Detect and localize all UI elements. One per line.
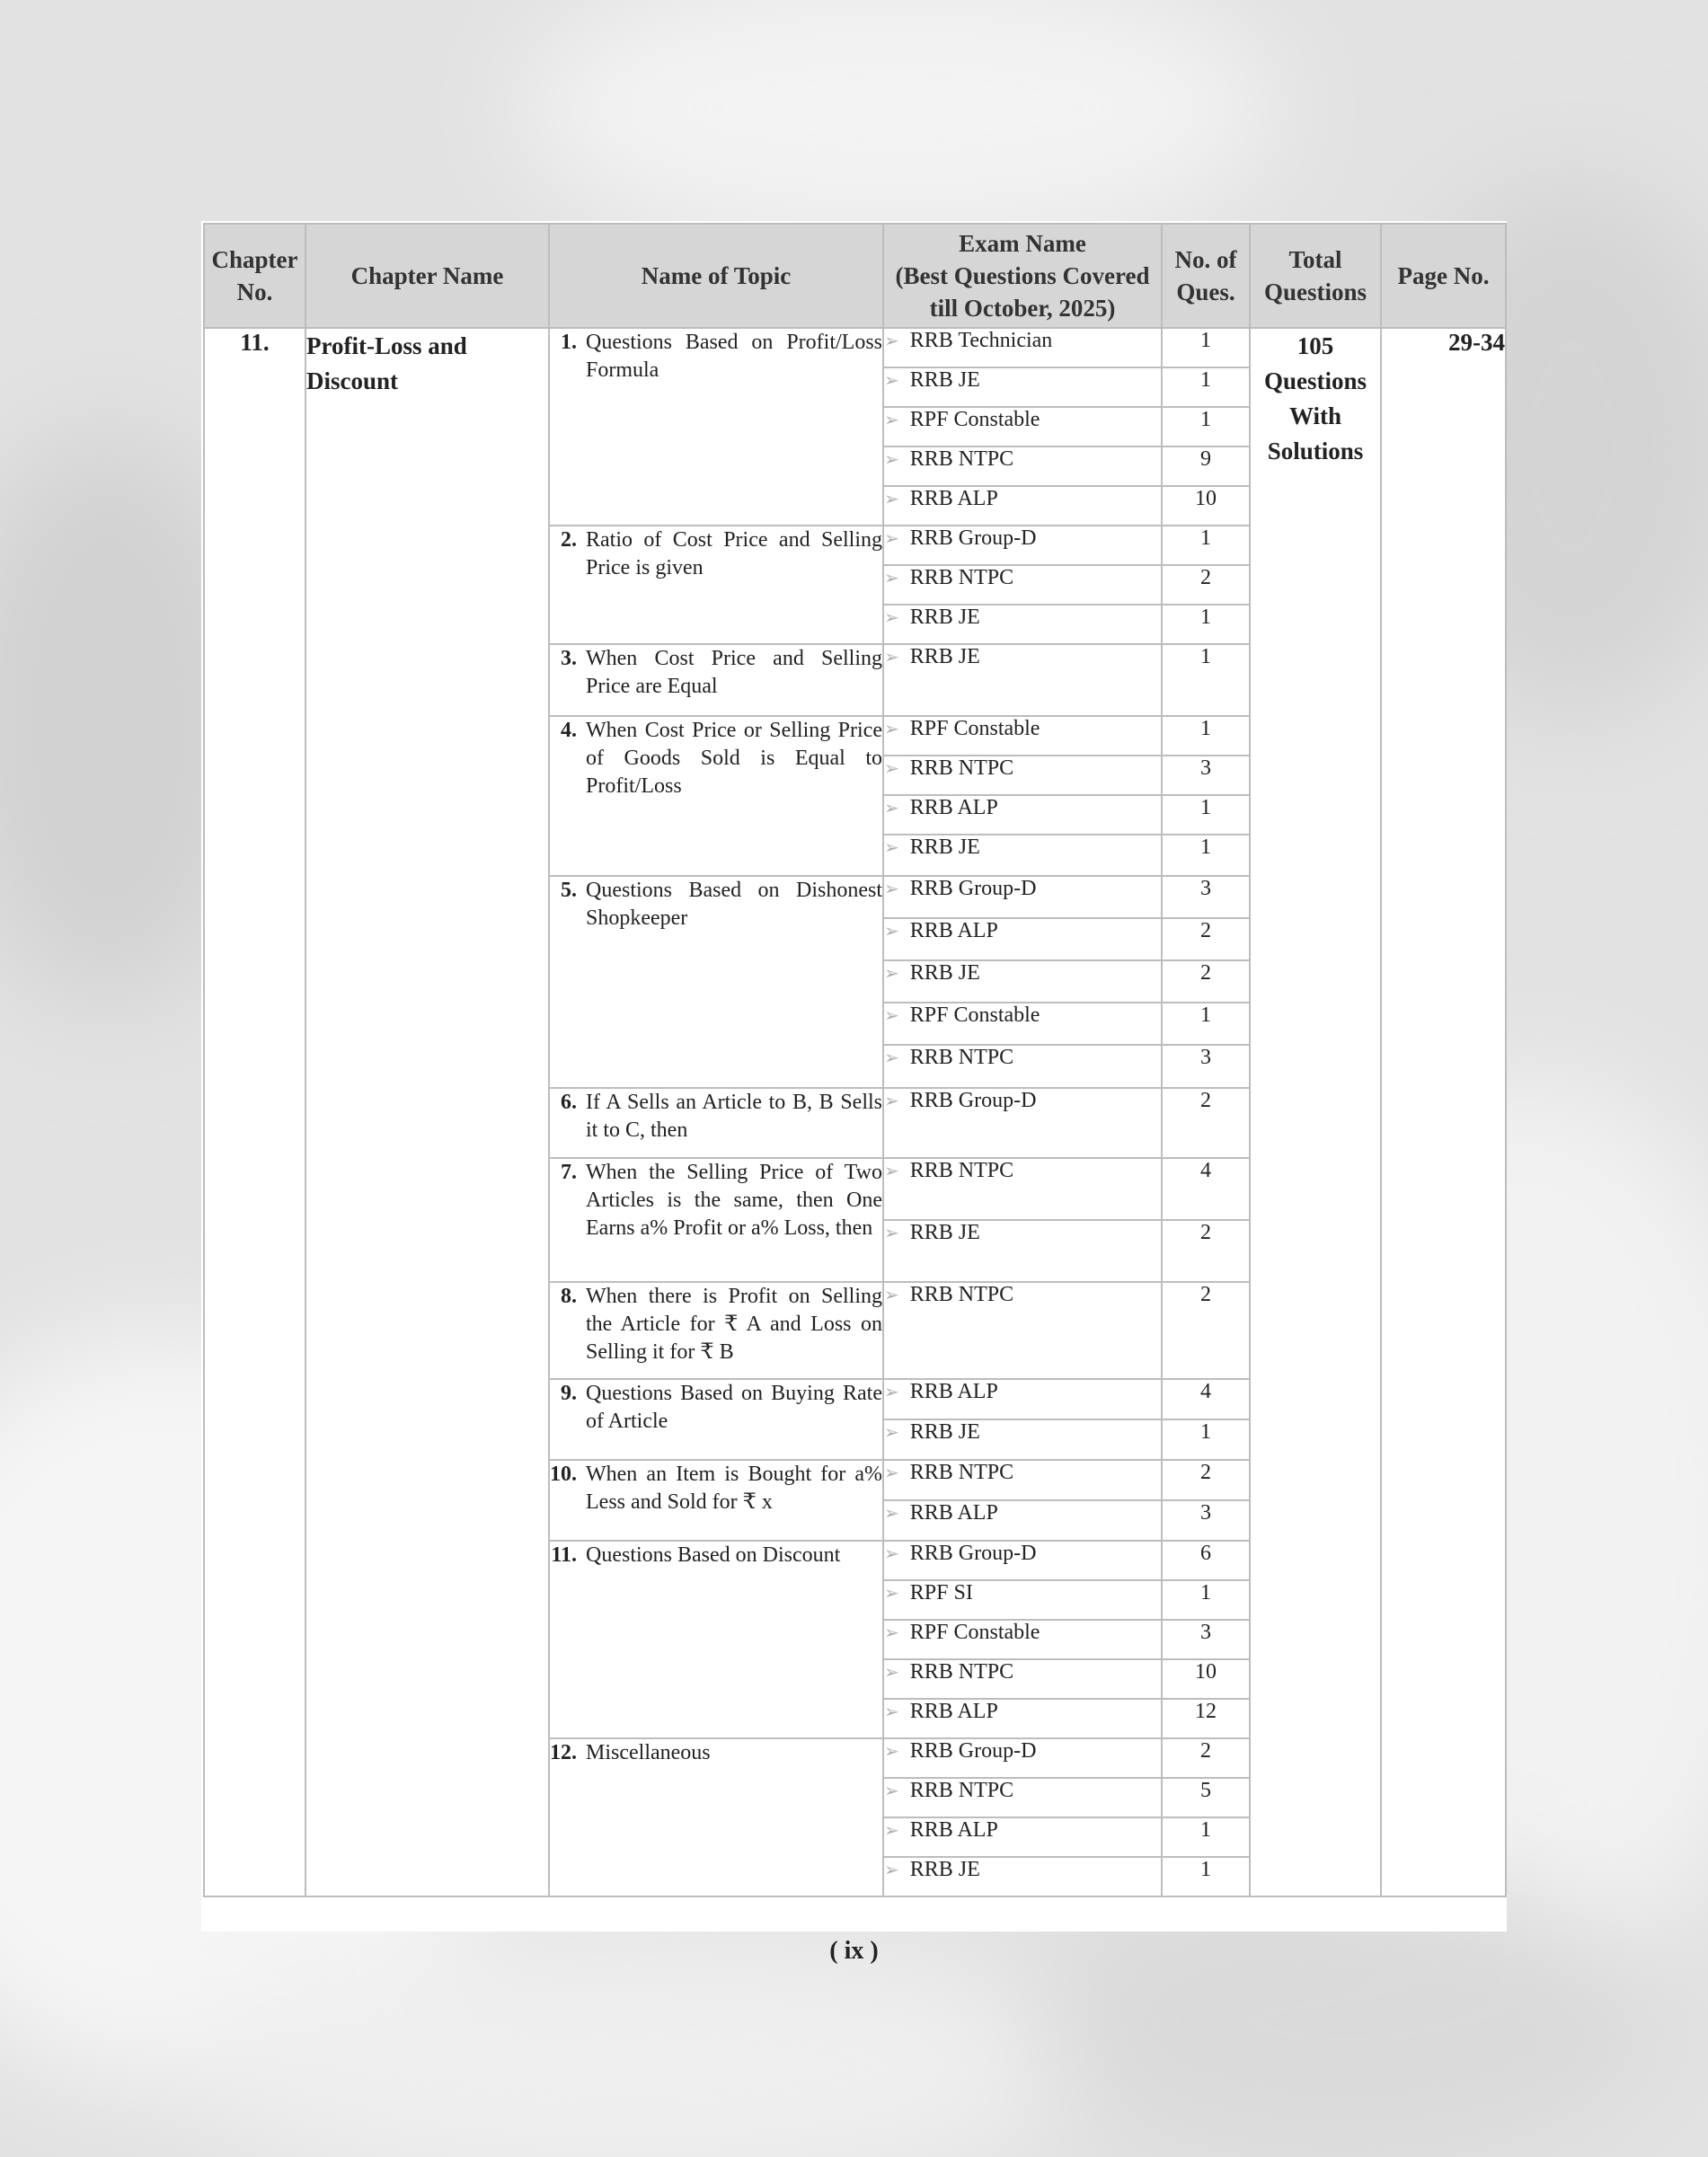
- topic-number: 2.: [561, 528, 577, 552]
- question-count: 1: [1162, 716, 1250, 756]
- header-exam-line2: (Best Questions Covered: [895, 262, 1150, 289]
- exam-name: RRB NTPC: [909, 447, 1014, 471]
- exam-name: RRB ALP: [909, 487, 998, 510]
- exam-name: RRB ALP: [909, 796, 998, 819]
- arrow-bullet-icon: ➢: [884, 646, 899, 667]
- arrow-bullet-icon: ➢: [884, 718, 899, 739]
- exam-name: RRB ALP: [909, 1501, 998, 1525]
- arrow-bullet-icon: ➢: [884, 836, 899, 858]
- question-count: 3: [1162, 876, 1250, 918]
- arrow-bullet-icon: ➢: [884, 1780, 899, 1801]
- exam-name-cell: [883, 1541, 1162, 1580]
- arrow-bullet-icon: ➢: [884, 1090, 899, 1111]
- page-number: ( ix ): [829, 1937, 879, 1965]
- question-count: 10: [1162, 1659, 1250, 1699]
- topic-cell: [549, 1541, 883, 1738]
- exam-name-cell: [883, 1659, 1162, 1699]
- topic-number: 11.: [551, 1543, 577, 1567]
- exam-name-cell: [883, 1699, 1162, 1738]
- question-count: 1: [1162, 328, 1250, 367]
- exam-name-cell: [883, 756, 1162, 795]
- arrow-bullet-icon: ➢: [884, 369, 899, 391]
- exam-name: RRB Group-D: [909, 1089, 1037, 1112]
- header-exam-line3: till October, 2025): [929, 295, 1116, 322]
- exam-name: RRB JE: [909, 645, 980, 668]
- contents-table: [203, 223, 1507, 1897]
- topic-cell: [549, 526, 883, 644]
- exam-name: RRB Group-D: [909, 877, 1037, 900]
- topic-cell: [549, 1738, 883, 1896]
- exam-name: RRB Technician: [909, 329, 1053, 352]
- question-count: 2: [1162, 1088, 1250, 1158]
- arrow-bullet-icon: ➢: [884, 1859, 899, 1880]
- topic-title: Questions Based on Dishonest Shopkeeper: [586, 879, 882, 930]
- arrow-bullet-icon: ➢: [884, 1004, 899, 1026]
- exam-name-cell: [883, 1778, 1162, 1817]
- exam-name-cell: [883, 1088, 1162, 1158]
- table-row: [204, 328, 1506, 367]
- exam-name: RRB NTPC: [909, 566, 1014, 589]
- arrow-bullet-icon: ➢: [884, 448, 899, 470]
- exam-name: RRB NTPC: [909, 1660, 1014, 1684]
- topic-cell: [549, 1282, 883, 1379]
- header-chapter-no: Chapter No.: [204, 224, 305, 328]
- exam-name: RPF SI: [909, 1581, 973, 1604]
- question-count: 1: [1162, 526, 1250, 565]
- arrow-bullet-icon: ➢: [884, 606, 899, 628]
- question-count: 1: [1162, 367, 1250, 407]
- header-exam-line1: Exam Name: [959, 230, 1086, 257]
- question-count: 5: [1162, 1778, 1250, 1817]
- topic-cell: [549, 328, 883, 526]
- exam-name-cell: [883, 446, 1162, 486]
- exam-name-cell: [883, 876, 1162, 918]
- exam-name-cell: [883, 835, 1162, 876]
- exam-name-cell: [883, 644, 1162, 716]
- question-count: 2: [1162, 1738, 1250, 1778]
- header-topic: Name of Topic: [549, 224, 883, 328]
- exam-name-cell: [883, 526, 1162, 565]
- arrow-bullet-icon: ➢: [884, 962, 899, 984]
- exam-name-cell: [883, 1282, 1162, 1379]
- topic-title: When Cost Price or Selling Price of Goods Sold is Equal to Profit/Loss: [586, 719, 882, 798]
- chapter-name: Profit-Loss and Discount: [305, 328, 549, 1896]
- exam-name: RRB JE: [909, 1221, 980, 1244]
- arrow-bullet-icon: ➢: [884, 1502, 899, 1524]
- exam-name-cell: [883, 716, 1162, 756]
- question-count: 9: [1162, 446, 1250, 486]
- total-questions: 105 Questions With Solutions: [1250, 328, 1381, 1896]
- arrow-bullet-icon: ➢: [884, 797, 899, 818]
- exam-name: RRB JE: [909, 606, 980, 629]
- arrow-bullet-icon: ➢: [884, 1543, 899, 1564]
- exam-name-cell: [883, 367, 1162, 407]
- topic-number: 9.: [561, 1382, 577, 1405]
- exam-name-cell: [883, 918, 1162, 960]
- topic-number: 12.: [550, 1741, 577, 1764]
- exam-name-cell: [883, 1158, 1162, 1220]
- arrow-bullet-icon: ➢: [884, 1622, 899, 1643]
- exam-name: RRB NTPC: [909, 1283, 1014, 1306]
- exam-name-cell: [883, 1220, 1162, 1282]
- arrow-bullet-icon: ➢: [884, 527, 899, 549]
- arrow-bullet-icon: ➢: [884, 1284, 899, 1305]
- arrow-bullet-icon: ➢: [884, 1160, 899, 1181]
- topic-title: Ratio of Cost Price and Selling Price is given: [586, 528, 882, 579]
- question-count: 1: [1162, 835, 1250, 876]
- topic-cell: [549, 644, 883, 716]
- exam-name: RRB Group-D: [909, 1542, 1037, 1565]
- arrow-bullet-icon: ➢: [884, 1740, 899, 1762]
- topic-number: 10.: [550, 1463, 577, 1486]
- arrow-bullet-icon: ➢: [884, 920, 899, 941]
- exam-name: RRB NTPC: [909, 1461, 1014, 1484]
- question-count: 1: [1162, 1817, 1250, 1857]
- topic-title: When there is Profit on Selling the Article for ₹ A and Loss on Selling it for ₹ B: [586, 1285, 882, 1364]
- header-total: Total Questions: [1250, 224, 1381, 328]
- exam-name-cell: [883, 1857, 1162, 1896]
- exam-name-cell: [883, 1738, 1162, 1778]
- exam-name: RPF Constable: [909, 717, 1040, 740]
- exam-name-cell: [883, 328, 1162, 367]
- question-count: 3: [1162, 1500, 1250, 1541]
- exam-name: RRB NTPC: [909, 1779, 1014, 1802]
- exam-name: RRB NTPC: [909, 1159, 1014, 1182]
- header-exam-name: [883, 224, 1162, 328]
- exam-name-cell: [883, 1379, 1162, 1419]
- question-count: 1: [1162, 1857, 1250, 1896]
- question-count: 2: [1162, 1460, 1250, 1500]
- exam-name-cell: [883, 1460, 1162, 1500]
- exam-name: RRB JE: [909, 368, 980, 392]
- arrow-bullet-icon: ➢: [884, 409, 899, 430]
- topic-number: 1.: [561, 331, 577, 354]
- topic-cell: [549, 1379, 883, 1460]
- question-count: 1: [1162, 1003, 1250, 1045]
- question-count: 6: [1162, 1541, 1250, 1580]
- exam-name-cell: [883, 565, 1162, 605]
- exam-name: RRB Group-D: [909, 1739, 1037, 1763]
- topic-number: 4.: [561, 719, 577, 742]
- table-body: [204, 328, 1506, 1896]
- arrow-bullet-icon: ➢: [884, 1381, 899, 1402]
- arrow-bullet-icon: ➢: [884, 1222, 899, 1243]
- exam-name-cell: [883, 1045, 1162, 1088]
- arrow-bullet-icon: ➢: [884, 1701, 899, 1722]
- exam-name: RRB ALP: [909, 919, 998, 942]
- topic-number: 7.: [561, 1161, 577, 1184]
- exam-name-cell: [883, 605, 1162, 644]
- exam-name-cell: [883, 1419, 1162, 1460]
- exam-name: RRB JE: [909, 1420, 980, 1444]
- header-ques: No. of Ques.: [1162, 224, 1250, 328]
- arrow-bullet-icon: ➢: [884, 330, 899, 351]
- question-count: 10: [1162, 486, 1250, 526]
- topic-number: 8.: [561, 1285, 577, 1308]
- exam-name-cell: [883, 795, 1162, 835]
- arrow-bullet-icon: ➢: [884, 1661, 899, 1683]
- arrow-bullet-icon: ➢: [884, 757, 899, 779]
- question-count: 1: [1162, 407, 1250, 446]
- topic-title: Miscellaneous: [586, 1741, 711, 1764]
- arrow-bullet-icon: ➢: [884, 1462, 899, 1483]
- topic-title: When the Selling Price of Two Articles is the same, then One Earns a% Profit or a% Loss, then: [586, 1161, 882, 1240]
- header-chapter-name: Chapter Name: [305, 224, 549, 328]
- chapter-number: 11.: [204, 328, 305, 1896]
- topic-cell: [549, 1158, 883, 1282]
- exam-name-cell: [883, 1003, 1162, 1045]
- exam-name-cell: [883, 1580, 1162, 1620]
- topic-title: When an Item is Bought for a% Less and Sold for ₹ x: [586, 1463, 882, 1514]
- arrow-bullet-icon: ➢: [884, 1421, 899, 1443]
- topic-number: 6.: [561, 1091, 577, 1114]
- exam-name: RRB JE: [909, 835, 980, 859]
- topic-number: 3.: [561, 647, 577, 670]
- question-count: 2: [1162, 1282, 1250, 1379]
- arrow-bullet-icon: ➢: [884, 567, 899, 588]
- exam-name-cell: [883, 1817, 1162, 1857]
- exam-name: RRB NTPC: [909, 1046, 1014, 1069]
- arrow-bullet-icon: ➢: [884, 1582, 899, 1604]
- exam-name-cell: [883, 1620, 1162, 1659]
- exam-name-cell: [883, 960, 1162, 1003]
- topic-title: If A Sells an Article to B, B Sells it to C, then: [586, 1091, 882, 1142]
- exam-name: RRB ALP: [909, 1380, 998, 1403]
- question-count: 2: [1162, 960, 1250, 1003]
- exam-name-cell: [883, 486, 1162, 526]
- topic-cell: [549, 876, 883, 1088]
- question-count: 1: [1162, 605, 1250, 644]
- topic-cell: [549, 716, 883, 876]
- question-count: 1: [1162, 644, 1250, 716]
- exam-name: RRB JE: [909, 1858, 980, 1881]
- arrow-bullet-icon: ➢: [884, 1047, 899, 1068]
- question-count: 2: [1162, 1220, 1250, 1282]
- topic-number: 5.: [561, 879, 577, 902]
- page-range: 29-34: [1381, 328, 1506, 1896]
- topic-title: When Cost Price and Selling Price are Equal: [586, 647, 882, 698]
- question-count: 4: [1162, 1379, 1250, 1419]
- arrow-bullet-icon: ➢: [884, 878, 899, 899]
- question-count: 3: [1162, 1620, 1250, 1659]
- arrow-bullet-icon: ➢: [884, 1819, 899, 1841]
- question-count: 2: [1162, 565, 1250, 605]
- exam-name: RRB ALP: [909, 1818, 998, 1842]
- topic-title: Questions Based on Buying Rate of Article: [586, 1382, 882, 1433]
- question-count: 1: [1162, 795, 1250, 835]
- question-count: 3: [1162, 1045, 1250, 1088]
- topic-title: Questions Based on Profit/Loss Formula: [586, 331, 882, 382]
- question-count: 1: [1162, 1580, 1250, 1620]
- topic-cell: [549, 1460, 883, 1541]
- exam-name-cell: [883, 407, 1162, 446]
- exam-name: RRB JE: [909, 961, 980, 985]
- topic-cell: [549, 1088, 883, 1158]
- question-count: 12: [1162, 1699, 1250, 1738]
- exam-name-cell: [883, 1500, 1162, 1541]
- exam-name: RPF Constable: [909, 1003, 1040, 1027]
- exam-name: RRB ALP: [909, 1700, 998, 1723]
- exam-name: RRB NTPC: [909, 756, 1014, 780]
- header-row: [204, 224, 1506, 328]
- topic-title: Questions Based on Discount: [586, 1543, 841, 1567]
- question-count: 4: [1162, 1158, 1250, 1220]
- arrow-bullet-icon: ➢: [884, 488, 899, 509]
- exam-name: RRB Group-D: [909, 526, 1037, 550]
- question-count: 3: [1162, 756, 1250, 795]
- question-count: 1: [1162, 1419, 1250, 1460]
- exam-name: RPF Constable: [909, 408, 1040, 431]
- question-count: 2: [1162, 918, 1250, 960]
- header-page: Page No.: [1381, 224, 1506, 328]
- exam-name: RPF Constable: [909, 1621, 1040, 1644]
